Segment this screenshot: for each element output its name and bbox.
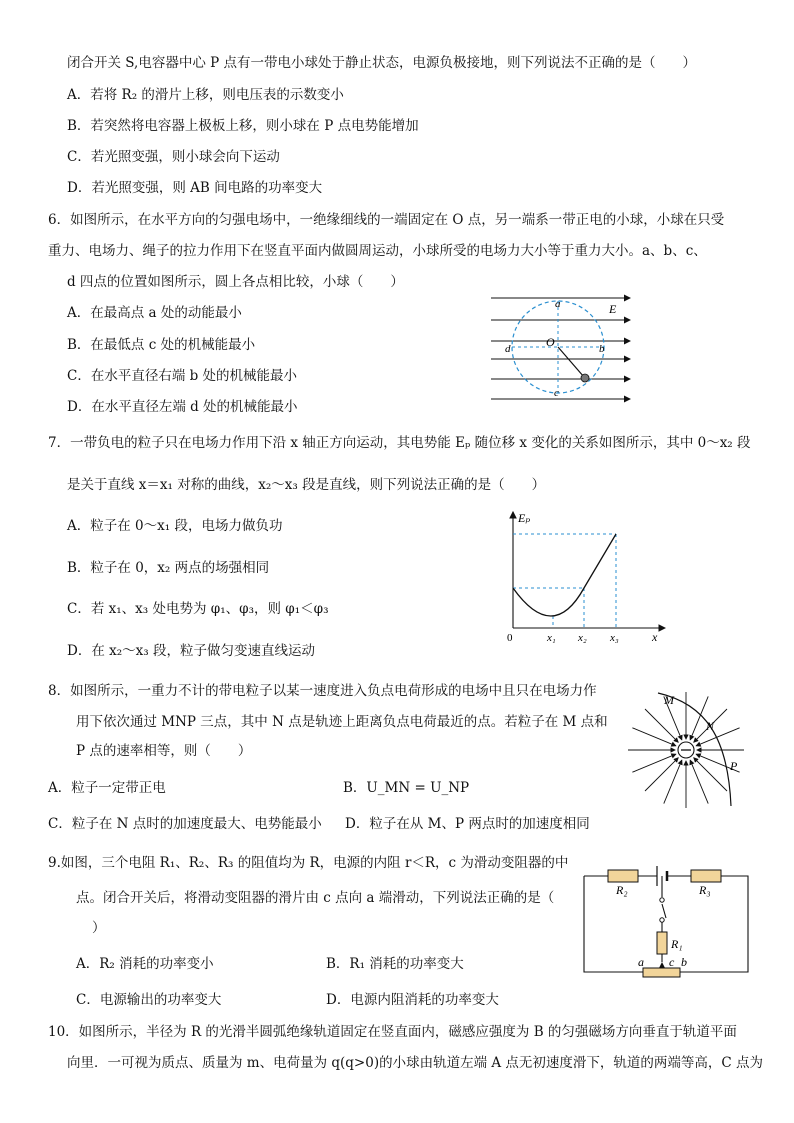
field-line <box>632 754 675 772</box>
q6-stem-line-2: 重力、电场力、绳子的拉力作用下在竖直平面内做圆周运动，小球所受的电场力大小等于重力大小。a、b、c、 <box>48 243 707 259</box>
q9-stem-line-2: 点。闭合开关后，将滑动变阻器的滑片由 c 点向 a 端滑动，下列说法正确的是（ <box>76 890 555 906</box>
q6-option-b: B．在最低点 c 处的机械能最小 <box>67 337 256 353</box>
q6-option-d: D．在水平直径左端 d 处的机械能最小 <box>67 399 298 415</box>
resistor-r2 <box>608 870 638 882</box>
q9-stem-line-1: 9.如图，三个电阻 R₁、R₂、R₃ 的阻值均为 R，电源的内阻 r＜R，c 为滑动变阻器的中 <box>48 855 569 871</box>
field-line <box>632 728 675 746</box>
q10-stem-line-1: 10．如图所示，半径为 R 的光滑半圆弧绝缘轨道固定在竖直面内，磁感应强度为 B 的匀强磁场方向垂直于轨道平面 <box>48 1024 737 1040</box>
q6-stem-line-3: d 四点的位置如图所示，圆上各点相比较，小球（ ） <box>67 274 404 290</box>
q6-option-a: A．在最高点 a 处的动能最小 <box>67 305 242 321</box>
q7-stem-line-1: 7．一带负电的粒子只在电场力作用下沿 x 轴正方向运动，其电势能 Eₚ 随位移 x 变化的关系如图所示，其中 0～x₂ 段 <box>48 435 751 451</box>
q6-option-c: C．在水平直径右端 b 处的机械能最小 <box>67 368 298 384</box>
label-E: E <box>609 302 617 316</box>
label-N: N <box>706 719 715 733</box>
q8-stem-line-3: P 点的速率相等，则（ ） <box>76 743 252 759</box>
tick-x1: x₁ <box>547 632 556 644</box>
label-a: a <box>555 298 561 310</box>
label-c: c <box>554 387 559 399</box>
q9-option-c: C．电源输出的功率变大 <box>76 992 222 1008</box>
label-b: b <box>681 955 687 969</box>
switch-contact-top <box>660 898 664 902</box>
label-M: M <box>664 693 674 707</box>
q5-option-d: D．若光照变强，则 AB 间电路的功率变大 <box>67 180 323 196</box>
circuit-wires <box>584 876 748 972</box>
label-d: d <box>505 343 511 355</box>
q9-option-b: B．R₁ 消耗的功率变大 <box>326 956 464 972</box>
field-line <box>664 760 682 803</box>
energy-curve <box>513 534 616 616</box>
q7-option-d: D．在 x₂～x₃ 段，粒子做匀变速直线运动 <box>67 643 315 659</box>
label-R3: R₃ <box>699 883 711 897</box>
q9-option-d: D．电源内阻消耗的功率变大 <box>326 992 499 1008</box>
field-line <box>694 758 727 791</box>
label-b: b <box>599 343 605 355</box>
rheostat-slider <box>659 962 665 968</box>
rheostat <box>643 968 680 977</box>
charged-ball <box>581 374 589 382</box>
q9-option-a: A．R₂ 消耗的功率变小 <box>76 956 214 972</box>
q6-stem-line-1: 6．如图所示，在水平方向的匀强电场中，一绝缘细线的一端固定在 O 点，另一端系一带正电的小球，小球在只受 <box>48 212 725 228</box>
resistor-r1 <box>657 932 667 954</box>
y-axis-label: Eₚ <box>518 511 531 525</box>
tick-x2: x₂ <box>578 632 587 644</box>
field-line <box>645 758 678 791</box>
resistor-r3 <box>691 870 721 882</box>
q8-option-c: C．粒子在 N 点时的加速度最大、电势能最小 <box>48 816 322 832</box>
string <box>558 347 584 377</box>
q9-circuit-diagram <box>580 864 752 980</box>
field-line <box>696 728 739 746</box>
label-P: P <box>730 759 738 773</box>
label-O: O <box>546 335 555 349</box>
switch-contact-bottom <box>660 918 664 922</box>
label-R1: R₁ <box>671 937 683 951</box>
q7-energy-graph <box>500 508 672 646</box>
q10-stem-line-2: 向里．一可视为质点、质量为 m、电荷量为 q(q>0)的小球由轨道左端 A 点无初速度滑下，轨道的两端等高，C 点为 <box>67 1055 764 1071</box>
label-c: c <box>669 955 675 969</box>
q5-option-a: A．若将 R₂ 的滑片上移，则电压表的示数变小 <box>67 87 344 103</box>
label-R2: R₂ <box>616 883 628 897</box>
q7-stem-line-2: 是关于直线 x＝x₁ 对称的曲线，x₂～x₃ 段是直线，则下列说法正确的是（ ） <box>67 477 546 493</box>
q5-stem: 闭合开关 S,电容器中心 P 点有一带电小球处于静止状态，电源负极接地，则下列说法不正确的是（ ） <box>67 55 697 71</box>
q5-option-b: B．若突然将电容器上极板上移，则小球在 P 点电势能增加 <box>67 118 419 134</box>
q8-option-b: B．U_MN = U_NP <box>343 780 470 796</box>
q9-stem-line-3: ） <box>92 920 106 936</box>
field-line <box>690 760 708 803</box>
q5-option-c: C．若光照变强，则小球会向下运动 <box>67 149 280 165</box>
tick-x3: x₃ <box>610 632 619 644</box>
q7-option-a: A．粒子在 0～x₁ 段，电场力做负功 <box>67 518 283 534</box>
q8-stem-line-2: 用下依次通过 MNP 三点，其中 N 点是轨迹上距离负点电荷最近的点。若粒子在 M 点和 <box>76 714 608 730</box>
x-axis-label: x <box>652 630 658 644</box>
q8-option-a: A．粒子一定带正电 <box>48 780 166 796</box>
q8-point-charge-figure <box>624 688 750 810</box>
q8-stem-line-1: 8．如图所示，一重力不计的带电粒子以某一速度进入负点电荷形成的电场中且只在电场力作 <box>48 683 597 699</box>
tick-0: 0 <box>507 632 513 644</box>
q7-option-c: C．若 x₁、x₃ 处电势为 φ₁、φ₃，则 φ₁＜φ₃ <box>67 601 329 617</box>
field-line <box>645 709 678 742</box>
label-a: a <box>638 955 644 969</box>
q7-option-b: B．粒子在 0，x₂ 两点的场强相同 <box>67 560 270 576</box>
guide-lines <box>513 534 616 628</box>
q6-field-figure <box>488 292 638 404</box>
q8-option-d: D．粒子在从 M、P 两点时的加速度相同 <box>345 816 590 832</box>
